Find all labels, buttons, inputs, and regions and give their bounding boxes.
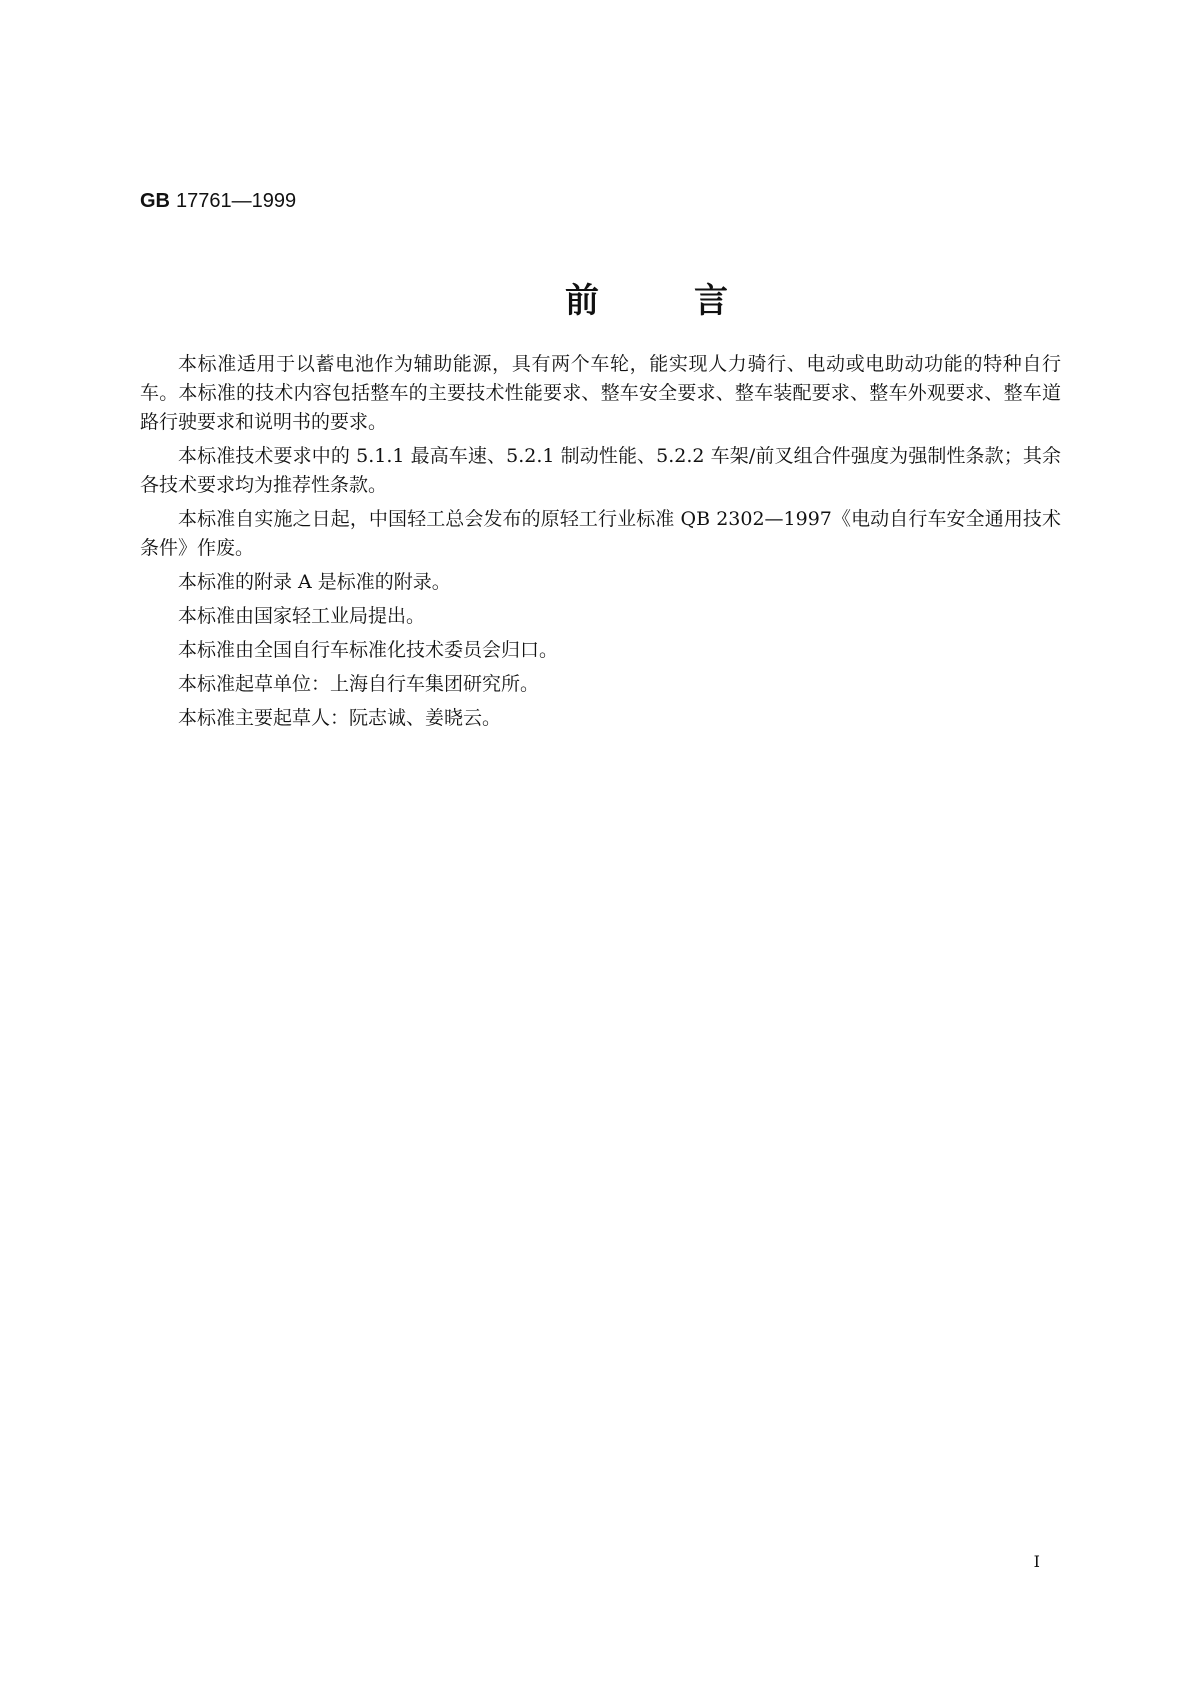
foreword-body <box>140 350 1061 738</box>
paragraph-superseded-standard: 本标准自实施之日起，中国轻工总会发布的原轻工行业标准 QB 2302—1997《电动自行车安全通用技术条件》作废。 <box>140 508 1061 559</box>
paragraph-scope: 本标准适用于以蓄电池作为辅助能源，具有两个车轮，能实现人力骑行、电动或电助动功能的特种自行车。本标准的技术内容包括整车的主要技术性能要求、整车安全要求、整车装配要求、整车外观要求、整车道路行驶要求和说明书的要求。 <box>140 353 1061 433</box>
paragraph-mandatory-clauses: 本标准技术要求中的 5.1.1 最高车速、5.2.1 制动性能、5.2.2 车架/前叉组合件强度为强制性条款；其余各技术要求均为推荐性条款。 <box>140 445 1061 496</box>
paragraph-proposer: 本标准由国家轻工业局提出。 <box>178 605 426 627</box>
page-number: I <box>1033 1552 1040 1571</box>
paragraph-committee: 本标准由全国自行车标准化技术委员会归口。 <box>178 639 559 661</box>
standard-prefix: GB <box>140 190 170 212</box>
paragraph-drafters: 本标准主要起草人：阮志诚、姜晓云。 <box>178 707 502 729</box>
standard-number: 17761—1999 <box>176 190 297 212</box>
paragraph-appendix: 本标准的附录 A 是标准的附录。 <box>178 571 451 593</box>
page-title: 前言 <box>565 281 823 321</box>
paragraph-drafting-unit: 本标准起草单位：上海自行车集团研究所。 <box>178 673 540 695</box>
standard-number-header <box>140 188 296 214</box>
